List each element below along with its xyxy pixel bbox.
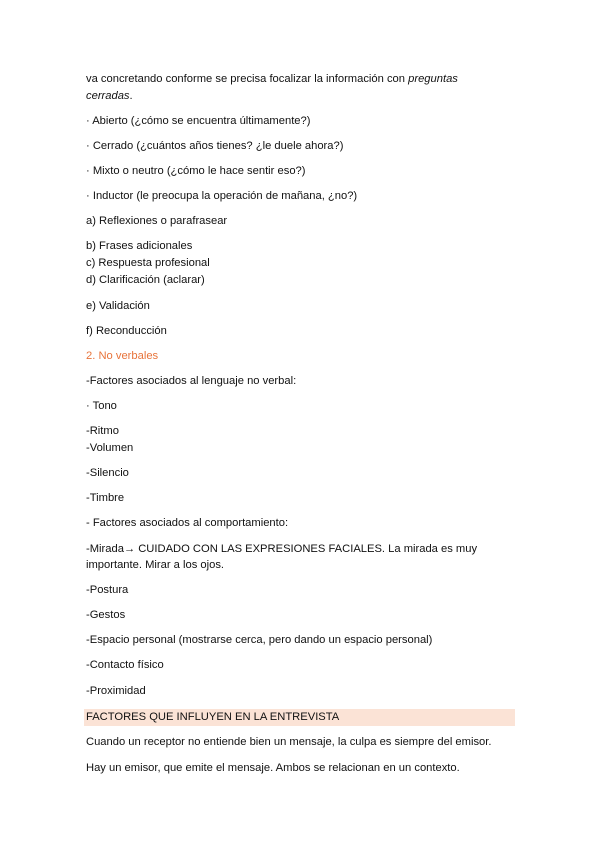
nonverbal-item: -Ritmo — [86, 425, 119, 437]
technique-item: b) Frases adicionales — [86, 240, 193, 252]
nonverbal-item: -Timbre — [86, 492, 125, 504]
nonverbal-item: -Silencio — [86, 467, 129, 479]
behavior-item: -Proximidad — [86, 685, 146, 697]
behavior-item: -Postura — [86, 584, 129, 596]
technique-item: c) Respuesta profesional — [86, 257, 210, 269]
behavior-item: -Gestos — [86, 609, 126, 621]
intro-line-1 — [86, 72, 458, 86]
technique-item: d) Clarificación (aclarar) — [86, 274, 205, 286]
gaze-line-2: importante. Mirar a los ojos. — [86, 559, 225, 571]
intro-italic-text: preguntas — [408, 73, 458, 85]
technique-item: e) Validación — [86, 300, 150, 312]
intro-text: va concretando conforme se precisa focalizar la información con — [86, 73, 409, 85]
factors-heading: FACTORES QUE INFLUYEN EN LA ENTREVISTA — [86, 711, 340, 723]
question-type-open: · Abierto (¿cómo se encuentra últimamente?) — [86, 115, 311, 127]
intro-italic-cerradas: cerradas — [86, 90, 130, 102]
behavior-intro: - Factores asociados al comportamiento: — [86, 517, 289, 529]
closing-paragraph-1: Cuando un receptor no entiende bien un mensaje, la culpa es siempre del emisor. — [86, 736, 492, 748]
nonverbal-intro: -Factores asociados al lenguaje no verbal: — [86, 375, 297, 387]
technique-item: a) Reflexiones o parafrasear — [86, 215, 228, 227]
nonverbal-item: · Tono — [86, 400, 117, 412]
section-heading-nonverbal: 2. No verbales — [86, 350, 159, 362]
behavior-item: -Contacto físico — [86, 659, 164, 671]
technique-item: f) Reconducción — [86, 325, 167, 337]
nonverbal-item: -Volumen — [86, 442, 134, 454]
closing-paragraph-2: Hay un emisor, que emite el mensaje. Ambos se relacionan en un contexto. — [86, 762, 460, 774]
question-type-closed: · Cerrado (¿cuántos años tienes? ¿le duele ahora?) — [86, 140, 344, 152]
intro-period: . — [129, 90, 133, 102]
gaze-line-1: -Mirada→ CUIDADO CON LAS EXPRESIONES FACIALES. La mirada es muy — [86, 543, 478, 555]
behavior-item: -Espacio personal (mostrarse cerca, pero dando un espacio personal) — [86, 634, 433, 646]
intro-line-2 — [86, 89, 133, 103]
question-type-inductor: · Inductor (le preocupa la operación de mañana, ¿no?) — [86, 190, 358, 202]
question-type-mixed: · Mixto o neutro (¿cómo le hace sentir eso?) — [86, 165, 306, 177]
